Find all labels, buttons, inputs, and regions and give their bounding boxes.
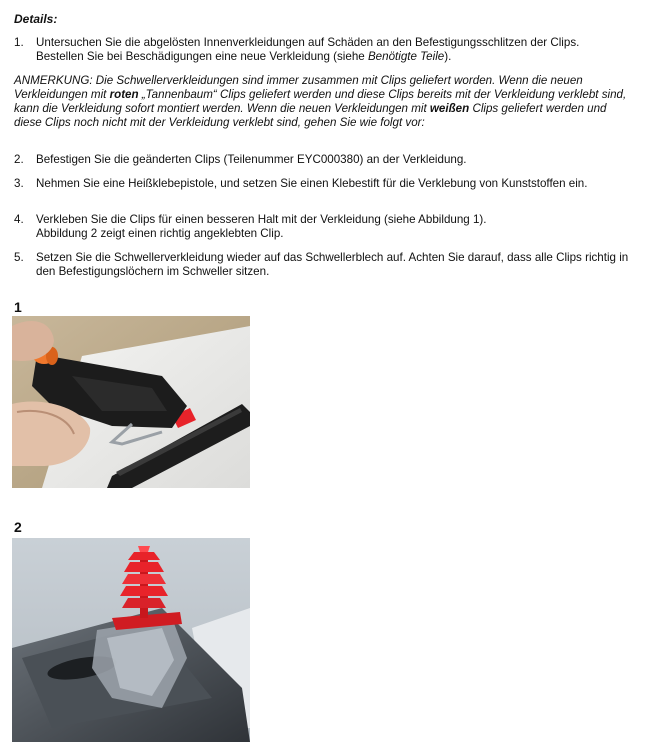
figure-2-label: 2 bbox=[14, 519, 22, 535]
step-number: 5. bbox=[14, 251, 24, 264]
figure-1-label: 1 bbox=[14, 299, 22, 315]
step-text-line-1: Verkleben Sie die Clips für einen besseren Halt mit der Verkleidung (siehe Abbildung 1). bbox=[36, 213, 487, 226]
step-text: Setzen Sie die Schwellerverkleidung wieder auf das Schwellerblech auf. Achten Sie darauf, dass alle Clips richtig in den Befestigungslöchern im Schweller sitzen. bbox=[36, 251, 629, 278]
step-number: 4. bbox=[14, 213, 24, 226]
details-heading: Details: bbox=[14, 12, 58, 26]
note-text-2: „Tannenbaum“ Clips geliefert werden und diese Clips bereits mit der Verkleidung verklebt sind, kann die Verkleidung sofort montiert werden. Wenn die neuen Verkleidungen mit bbox=[14, 88, 627, 115]
glued-clip-photo bbox=[12, 538, 250, 742]
step-text bbox=[36, 213, 629, 241]
step-number: 2. bbox=[14, 153, 24, 166]
note-bold-white: weißen bbox=[429, 102, 470, 115]
step-text-italic: Benötigte Teile bbox=[367, 50, 445, 63]
step-5 bbox=[14, 251, 629, 279]
step-text: Nehmen Sie eine Heißklebepistole, und setzen Sie einen Klebestift für die Verklebung von Kunststoffen ein. bbox=[36, 177, 588, 190]
step-number: 1. bbox=[14, 36, 24, 49]
step-2 bbox=[14, 153, 629, 167]
step-text-line-2: Abbildung 2 zeigt einen richtig angeklebten Clip. bbox=[36, 227, 284, 240]
step-number: 3. bbox=[14, 177, 24, 190]
step-text-main: Untersuchen Sie die abgelösten Innenverkleidungen auf Schäden an den Befestigungsschlitzen der Clips. Bestellen Sie bei Beschädigungen eine neue Verkleidung (siehe bbox=[36, 36, 580, 63]
note-bold-red: roten bbox=[109, 88, 139, 101]
note-text-1: ANMERKUNG: Die Schwellerverkleidungen sind immer zusammen mit Clips geliefert worden. Wenn die neuen Verkleidungen mit bbox=[14, 74, 583, 101]
step-4 bbox=[14, 213, 629, 241]
step-3 bbox=[14, 177, 629, 191]
step-text bbox=[36, 36, 629, 64]
note-text-3: Clips geliefert werden und diese Clips noch nicht mit der Verkleidung verklebt sind, gehen Sie wie folgt vor: bbox=[14, 102, 607, 129]
glue-gun-photo bbox=[12, 316, 250, 488]
note-paragraph bbox=[14, 74, 629, 130]
step-text: Befestigen Sie die geänderten Clips (Teilenummer EYC000380) an der Verkleidung. bbox=[36, 153, 467, 166]
step-text-end: ). bbox=[444, 50, 452, 63]
figure-2-photo bbox=[12, 538, 250, 742]
figure-1-photo bbox=[12, 316, 250, 488]
step-1 bbox=[14, 36, 629, 64]
